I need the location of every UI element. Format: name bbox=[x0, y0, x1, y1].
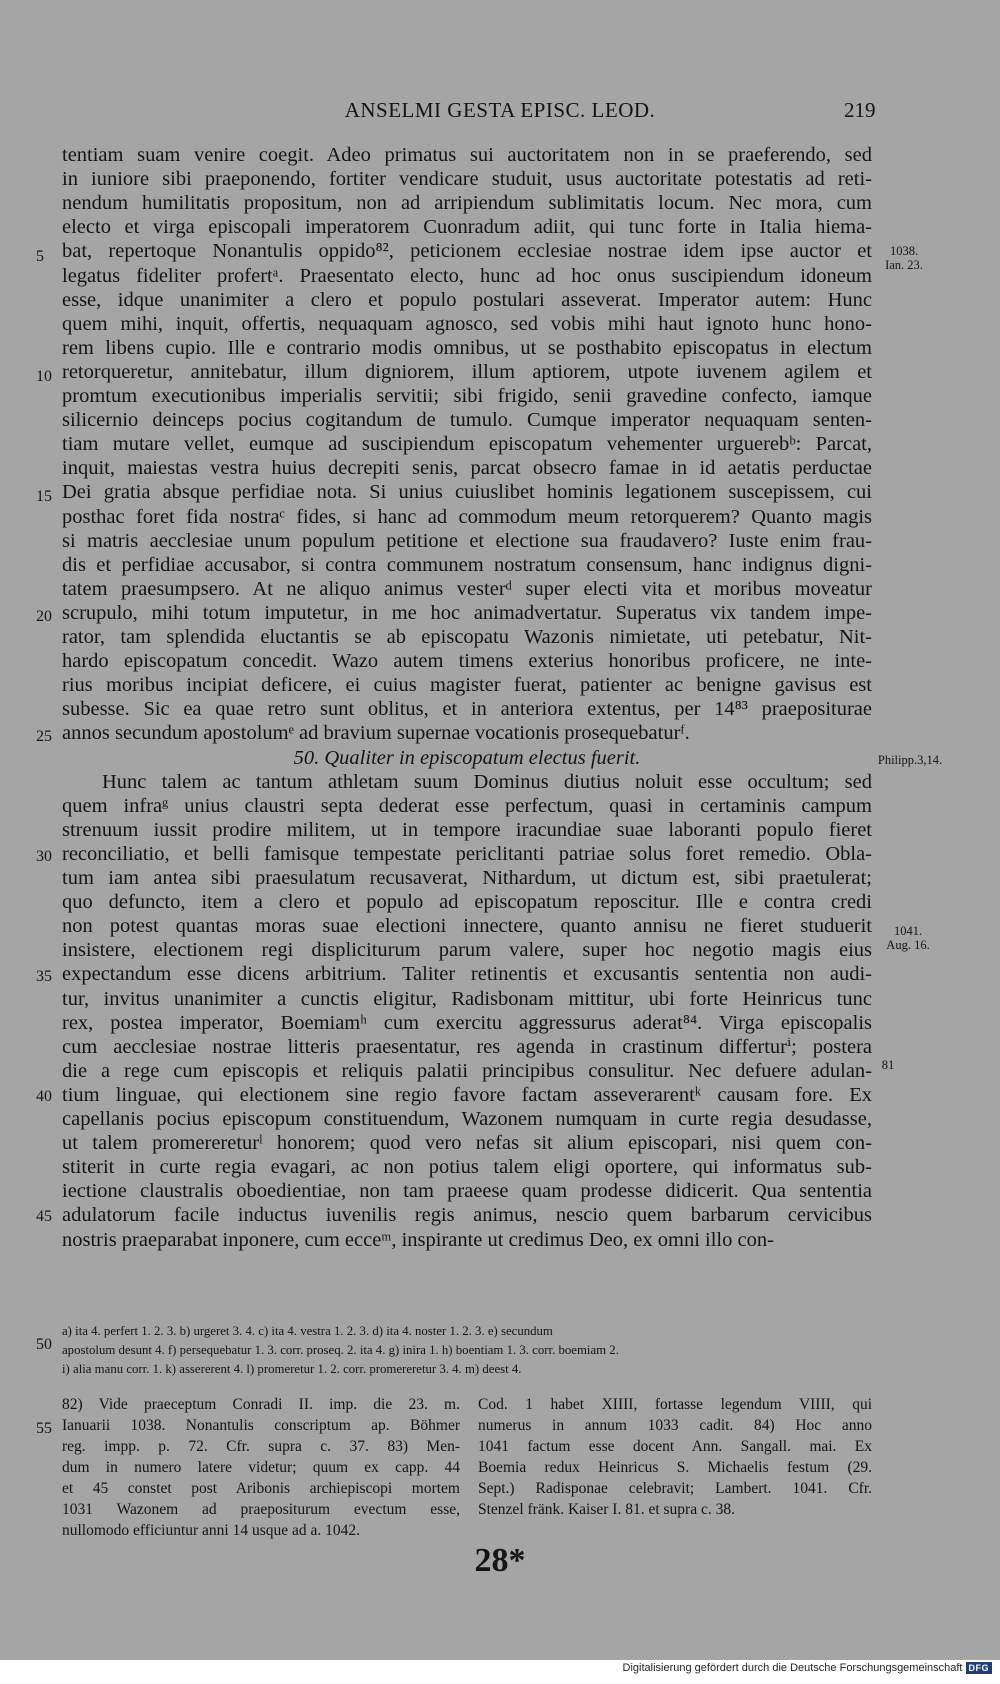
line-number: 55 bbox=[36, 1420, 52, 1437]
text-line: si matris aecclesiae unum populum petitione et electione sua fraudavero? Iuste enim frau- bbox=[62, 530, 872, 552]
footnote-line: dum in numero latere videtur; quum ex capp. 44 bbox=[62, 1459, 460, 1476]
text-line: rator, tam splendida eluctantis se ab episcopatu Wazonis nimietate, uti petebatur, Nit- bbox=[62, 626, 872, 648]
line-number: 40 bbox=[36, 1088, 52, 1105]
text-line: inquit, maiestas vestra huius decrepiti senis, parcat obsecro famae in id aetatis perductae bbox=[62, 457, 872, 479]
text-line: tentiam suam venire coegit. Adeo primatus sui auctoritatem non in se praeferendo, sed bbox=[62, 144, 872, 166]
line-number: 30 bbox=[36, 848, 52, 865]
margin-day: Aug. 16. bbox=[886, 938, 930, 952]
line-number: 45 bbox=[36, 1208, 52, 1225]
digitization-credit bbox=[623, 1662, 992, 1674]
text-line: strenuum iussit prodire militem, ut in tempore iracundiae suae laboranti populo fieret bbox=[62, 819, 872, 841]
margin-date-1038 bbox=[876, 244, 932, 272]
footnote-line: Ianuarii 1038. Nonantulis conscriptum ap. Böhmer bbox=[62, 1417, 460, 1434]
text-line: promtum executionibus imperialis servitii; sibi frigido, senii gravedine confecto, iamque bbox=[62, 385, 872, 407]
text-line: quo defuncto, item a clero et populo ad episcopatum reposcitur. Ille e contra credi bbox=[62, 891, 872, 913]
text-line: capellanis pocius episcopum constituendum, Wazonem numquam in curte regia desudasse, bbox=[62, 1108, 872, 1130]
signature-mark: 28* bbox=[474, 1542, 526, 1579]
apparatus-line: apostolum desunt 4. f) persequebatur 1. 3. corr. proseq. 2. ita 4. g) inira 1. h) boentiam 1. 3. corr. boemiam 2. bbox=[62, 1343, 619, 1357]
footnote-line: nullomodo efficiuntur anni 14 usque ad a. 1042. bbox=[62, 1522, 361, 1539]
text-line: subesse. Sic ea quae retro sunt oblitus, et in anteriora extentus, per 14⁸³ praepositurae bbox=[62, 698, 872, 720]
footnote-line: 1031 Wazonem ad praepositurum evectum esse, bbox=[62, 1501, 460, 1518]
margin-year: 1038. bbox=[889, 244, 919, 258]
text-line: reconciliatio, et belli famisque tempestate periclitanti patriae solus foret remedio. Obla- bbox=[62, 843, 872, 865]
text-line: ut talem promerereturˡ honorem; quod vero nefas sit alium episcopari, nisi quem con- bbox=[62, 1132, 872, 1154]
text-line: cum aecclesiae nostrae litteris praesentatur, res agenda in crastinum differturⁱ; postera bbox=[62, 1036, 872, 1058]
footnote-line: Sept.) Radisponae celebravit; Lambert. 1041. Cfr. bbox=[478, 1480, 872, 1497]
line-number: 15 bbox=[36, 488, 52, 505]
text-line: rius moribus incipiat deficere, ei cuius magister fuerat, patienter ac benigne gavisus est bbox=[62, 674, 872, 696]
text-line: retorqueretur, annitebatur, illum digniorem, illum aptiorem, utpote iuvenem agilem et bbox=[62, 361, 872, 383]
text-line: electo et virga episcopali imperatorem Cuonradum adiit, qui tunc forte in Italia hiema- bbox=[62, 216, 872, 238]
margin-date-1041 bbox=[880, 924, 936, 952]
text-line: tatem praesumpsero. At ne aliquo animus vesterᵈ super electi vita et moribus moveatur bbox=[62, 578, 872, 600]
text-line: in iuniore sibi praeponendo, fortiter vendicare studuit, usus auctoritate potestatis ad reti- bbox=[62, 168, 872, 190]
line-number: 20 bbox=[36, 608, 52, 625]
text-line: Dei gratia absque perfidiae nota. Si unius cuiuslibet hominis legationem suscepissem, cui bbox=[62, 481, 872, 503]
line-number: 5 bbox=[36, 248, 44, 265]
text-line: Hunc talem ac tantum athletam suum Dominus diutius noluit esse occultum; sed bbox=[102, 771, 872, 793]
line-number: 25 bbox=[36, 728, 52, 745]
text-line: rex, postea imperator, Boemiamʰ cum exercitu aggressurus aderat⁸⁴. Virga episcopalis bbox=[62, 1012, 872, 1034]
section-heading: 50. Qualiter in episcopatum electus fuerit. bbox=[293, 747, 641, 769]
text-line: esse, idque unanimiter a clero et populo postulari asseverat. Imperator autem: Hunc bbox=[62, 289, 872, 311]
margin-note-number: 81 bbox=[881, 1058, 895, 1072]
text-line: legatus fideliter profertᵃ. Praesentato electo, hunc ad hoc onus suscipiendum idoneum bbox=[62, 265, 872, 287]
text-line: hardo episcopatum concedit. Wazo autem timens exterius honoribus proficere, ne inte- bbox=[62, 650, 872, 672]
credit-text: Digitalisierung gefördert durch die Deutsche Forschungsgemeinschaft bbox=[622, 1662, 963, 1674]
text-line: quem infraᵍ unius claustri septa dederat esse perfectum, quasi in certaminis campum bbox=[62, 795, 872, 817]
footnote-line: Stenzel fränk. Kaiser I. 81. et supra c. 38. bbox=[478, 1501, 735, 1518]
text-line: nendum humilitatis propositum, non ad arripiendum sublimitatis locum. Nec mora, cum bbox=[62, 192, 872, 214]
text-line: quem mihi, inquit, offertis, nequaquam agnosco, sed vobis mihi haut ignoto hunc hono- bbox=[62, 313, 872, 335]
footnote-line: et 45 constet post Aribonis archiepiscopi mortem bbox=[62, 1480, 460, 1497]
footnote-line: 1041 factum esse docent Ann. Sangall. mai. Ex bbox=[478, 1438, 872, 1455]
text-line: insistere, electionem regi displiciturum parum valere, super hoc negotio magis eius bbox=[62, 939, 872, 961]
footnote-line: Boemia redux Heinricus S. Michaelis festum (29. bbox=[478, 1459, 872, 1476]
footnote-line: numerus in annum 1033 cadit. 84) Hoc anno bbox=[478, 1417, 872, 1434]
apparatus-line: a) ita 4. perfert 1. 2. 3. b) urgeret 3. 4. c) ita 4. vestra 1. 2. 3. d) ita 4. noster 1. 2. 3. e) secundum bbox=[62, 1324, 553, 1338]
text-line: dis et perfidiae accusabor, si contra communem nostratum consensum, hanc indignus digni- bbox=[62, 554, 872, 576]
text-line: expectandum esse dicens arbitrium. Taliter retinentis et excusantis sententia non audi- bbox=[62, 963, 872, 985]
line-number: 50 bbox=[36, 1336, 52, 1353]
text-line: posthac foret fida nostraᶜ fides, si hanc ad commodum meum retorquerem? Quanto magis bbox=[62, 506, 872, 528]
text-line: tur, invitus unanimiter a cunctis eligitur, Radisbonam mittitur, ubi forte Heinricus tunc bbox=[62, 988, 872, 1010]
margin-year: 1041. bbox=[893, 924, 923, 938]
running-title: ANSELMI GESTA EPISC. LEOD. bbox=[344, 98, 656, 122]
text-line: annos secundum apostolumᵉ ad bravium supernae vocationis prosequebaturᶠ. bbox=[62, 722, 690, 744]
text-line: tum iam antea sibi praesulatum recusaverat, Nithardum, ut dictum est, sibi praetulerat; bbox=[62, 867, 872, 889]
line-number: 10 bbox=[36, 368, 52, 385]
footnote-line: 82) Vide praeceptum Conradi II. imp. die 23. m. bbox=[62, 1396, 460, 1413]
text-line: tium linguae, qui electionem sine regio favore factam asseverarentᵏ causam fore. Ex bbox=[62, 1084, 872, 1106]
text-line: scrupulo, mihi totum imputetur, in me hoc animadvertatur. Superatus vix tandem impe- bbox=[62, 602, 872, 624]
apparatus-line: i) alia manu corr. 1. k) assererent 4. l) promeretur 1. 2. corr. promereretur 3. 4. m) deest 4. bbox=[62, 1362, 522, 1376]
margin-reference-philippians: Philipp.3,14. bbox=[877, 753, 943, 767]
page-number: 219 bbox=[844, 98, 876, 122]
margin-day: Ian. 23. bbox=[885, 258, 923, 272]
dfg-logo: DFG bbox=[966, 1662, 993, 1674]
text-line: nostris praeparabat inponere, cum ecceᵐ, inspirante ut credimus Deo, ex omni illo con- bbox=[62, 1229, 774, 1251]
line-number: 35 bbox=[36, 968, 52, 985]
text-line: iectione claustralis oboedientiae, non tam praeese quam prodesse didicerit. Qua sententia bbox=[62, 1180, 872, 1202]
text-line: stiterit in curte regia evagari, ac non potius talem eligi oportere, qui informatus sub- bbox=[62, 1156, 872, 1178]
text-line: rem libens cupio. Ille e contrario modis omnibus, ut se posthabito episcopatus in electum bbox=[62, 337, 872, 359]
footnote-line: Cod. 1 habet XIIII, fortasse legendum VIIII, qui bbox=[478, 1396, 872, 1413]
footnote-line: reg. impp. p. 72. Cfr. supra c. 37. 83) Men- bbox=[62, 1438, 460, 1455]
text-line: adulatorum facile inductus iuvenilis regis animus, nescio quem barbarum cervicibus bbox=[62, 1204, 872, 1226]
text-line: die a rege cum episcopis et reliquis palatii principibus consulitur. Nec defuere adulan- bbox=[62, 1060, 872, 1082]
text-line: non potest quantas moras suae electioni innectere, quanto annisu ne fieret studuerit bbox=[62, 915, 872, 937]
text-line: bat, repertoque Nonantulis oppido⁸², peticionem ecclesiae nostrae idem ipse auctor et bbox=[62, 240, 872, 262]
text-line: silicernio deinceps pocius cogitandum de tumulo. Cumque imperator nequaquam senten- bbox=[62, 409, 872, 431]
text-line: tiam mutare vellet, eumque ad suscipiendum episcopatum vehementer urguerebᵇ: Parcat, bbox=[62, 433, 872, 455]
